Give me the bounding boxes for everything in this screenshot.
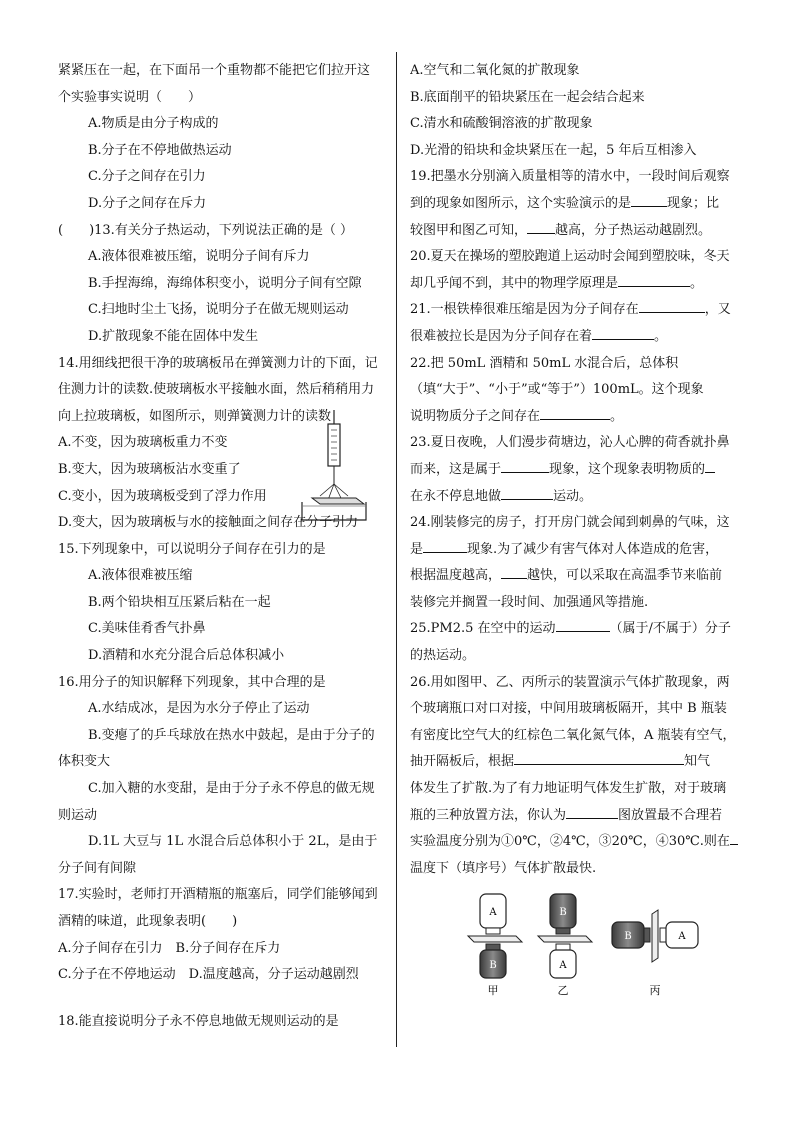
q14-stem-line1: 14.用细线把很干净的玻璃板吊在弹簧测力计的下面，记 bbox=[58, 355, 378, 371]
q15-option-c: C.美味佳肴香气扑鼻 bbox=[88, 621, 206, 637]
q15-option-a: A.液体很难被压缩 bbox=[88, 568, 193, 584]
q17-stem-line2: 酒精的味道，此现象表明( ) bbox=[58, 914, 238, 929]
q24-line3: 根据温度越高， 越快，可以采取在高温季节来临前 bbox=[410, 563, 740, 590]
spring-balance-figure bbox=[298, 410, 370, 522]
q17-stem-line1: 17.实验时，老师打开酒精瓶的瓶塞后，同学们能够闻到 bbox=[58, 887, 378, 903]
q21-blank-1[interactable] bbox=[639, 297, 705, 313]
caption-jia: 甲 bbox=[487, 984, 499, 997]
q26-line8: 温度下（填序号）气体扩散最快. bbox=[410, 860, 597, 876]
setup-yi bbox=[538, 894, 592, 997]
q19-line2: 到的现象如图所示，这个实验演示的是 现象；比 bbox=[410, 191, 740, 218]
q17-options-ab: A.分子间存在引力 B.分子间存在斥力 bbox=[58, 940, 281, 956]
q18-option-d: D.光滑的铅块和金块紧压在一起，5 年后互相渗入 bbox=[410, 142, 697, 158]
q15-stem: 15.下列现象中，可以说明分子间存在引力的是 bbox=[58, 541, 326, 557]
gas-diffusion-figure bbox=[462, 888, 712, 998]
q23-line1: 23.夏日夜晚，人们漫步荷塘边，沁人心脾的荷香就扑鼻 bbox=[410, 435, 730, 451]
q16-stem: 16.用分子的知识解释下列现象，其中合理的是 bbox=[58, 674, 326, 690]
q16-option-b-line2: 体积变大 bbox=[58, 754, 111, 770]
q23-line2: 而来，这是属于 现象，这个现象表明物质的 bbox=[410, 457, 740, 484]
q16-option-d-line1: D.1L 大豆与 1L 水混合后总体积小于 2L，是由于 bbox=[88, 834, 378, 850]
q14-stem-line2: 住测力计的读数.使玻璃板水平接触水面，然后稍稍用力 bbox=[58, 382, 375, 398]
q24-line2: 是 现象.为了减少有害气体对人体造成的危害， bbox=[410, 537, 740, 564]
q26-line1: 26.用如图甲、乙、丙所示的装置演示气体扩散现象，两 bbox=[410, 674, 730, 690]
q14-option-a: A.不变，因为玻璃板重力不变 bbox=[58, 435, 228, 451]
q18-option-a: A.空气和二氧化氮的扩散现象 bbox=[410, 63, 580, 78]
q13-option-b: B.手捏海绵，海绵体积变小，说明分子间有空隙 bbox=[88, 275, 362, 291]
q21-line2: 很难被拉长是因为分子间存在着 。 bbox=[410, 324, 740, 351]
q26-blank-1[interactable] bbox=[514, 749, 684, 765]
q17-options-cd: C.分子在不停地运动 D.温度越高，分子运动越剧烈 bbox=[58, 967, 359, 983]
q13-option-c: C.扫地时尘土飞扬，说明分子在做无规则运动 bbox=[88, 302, 349, 318]
q22-line2: （填“大于”、“小于”或“等于”）100mL。这个现象 bbox=[410, 382, 704, 398]
q16-option-b-line1: B.变瘪了的乒乓球放在热水中鼓起，是由于分子的 bbox=[88, 727, 375, 743]
q26-line7: 实验温度分别为①0℃，②4℃，③20℃，④30℃.则在 bbox=[410, 829, 740, 856]
q22-line1: 22.把 50mL 酒精和 50mL 水混合后，总体积 bbox=[410, 355, 679, 371]
q26-line5: 体发生了扩散.为了有力地证明气体发生扩散，对于玻璃 bbox=[410, 781, 727, 797]
q16-option-c-line1: C.加入糖的水变甜，是由于分子永不停息的做无规 bbox=[88, 781, 375, 797]
q14-option-d: D.变大，因为玻璃板与水的接触面之间存在分子引力 bbox=[58, 515, 359, 531]
q25-line2: 的热运动。 bbox=[410, 648, 476, 664]
right-column bbox=[410, 58, 740, 882]
q13-option-d: D.扩散现象不能在固体中发生 bbox=[88, 328, 259, 344]
setup-jia bbox=[468, 894, 522, 997]
q16-option-c-line2: 则运动 bbox=[58, 807, 98, 823]
q22-blank[interactable] bbox=[540, 404, 610, 420]
caption-yi: 乙 bbox=[557, 984, 569, 997]
bing-label-b: B bbox=[624, 931, 632, 942]
q16-option-d-line2: 分子间有间隙 bbox=[58, 860, 137, 876]
q24-line4: 装修完并搁置一段时间、加强通风等措施. bbox=[410, 594, 649, 610]
q20-line1: 20.夏天在操场的塑胶跑道上运动时会闻到塑胶味，冬天 bbox=[410, 249, 730, 265]
q15-option-d: D.酒精和水充分混合后总体积减小 bbox=[88, 648, 285, 664]
jia-label-b: B bbox=[489, 960, 497, 971]
q12-option-b: B.分子在不停地做热运动 bbox=[88, 142, 232, 158]
q19-line1: 19.把墨水分别滴入质量相等的清水中，一段时间后观察 bbox=[410, 169, 730, 185]
q16-option-a: A.水结成冰，是因为水分子停止了运动 bbox=[88, 701, 310, 717]
q21-blank-2[interactable] bbox=[592, 324, 654, 340]
q12-option-c: C.分子之间存在引力 bbox=[88, 169, 206, 185]
q19-line3: 较图甲和图乙可知， 越高，分子热运动越剧烈。 bbox=[410, 218, 740, 245]
q24-blank-2[interactable] bbox=[501, 563, 527, 579]
q26-line4: 抽开隔板后，根据 知气 bbox=[410, 749, 740, 776]
q19-blank-2[interactable] bbox=[527, 218, 555, 234]
yi-label-a: A bbox=[559, 960, 567, 971]
q22-line3: 说明物质分子之间存在 。 bbox=[410, 404, 740, 431]
q21-line1: 21.一根铁棒很难压缩是因为分子间存在 ，又 bbox=[410, 297, 740, 324]
column-divider bbox=[396, 52, 397, 1047]
q24-blank-1[interactable] bbox=[423, 537, 467, 553]
q12-stem-line2: 个实验事实说明（ ） bbox=[58, 89, 202, 105]
q26-blank-2[interactable] bbox=[566, 803, 618, 819]
q23-blank-3[interactable] bbox=[501, 484, 553, 500]
q13-stem: ( )13.有关分子热运动，下列说法正确的是（ ） bbox=[58, 222, 353, 238]
q26-line3: 有密度比空气大的红棕色二氧化氮气体，A 瓶装有空气， bbox=[410, 727, 736, 743]
q14-stem-line3: 向上拉玻璃板，如图所示，则弹簧测力计的读数 bbox=[58, 408, 332, 424]
caption-bing: 丙 bbox=[649, 984, 661, 997]
q12-option-a: A.物质是由分子构成的 bbox=[88, 116, 219, 132]
q23-line3: 在永不停息地做 运动。 bbox=[410, 484, 740, 511]
jia-label-a: A bbox=[489, 907, 497, 918]
setup-bing bbox=[612, 910, 698, 997]
q26-line6: 瓶的三种放置方法，你认为 图放置最不合理若 bbox=[410, 803, 740, 830]
q25-line1: 25.PM2.5 在空中的运动 （属于/不属于）分子 bbox=[410, 616, 740, 643]
q20-blank[interactable] bbox=[618, 271, 690, 287]
q26-blank-3[interactable] bbox=[730, 829, 738, 845]
q12-option-d: D.分子之间存在斥力 bbox=[88, 195, 207, 211]
q14-option-c: C.变小，因为玻璃板受到了浮力作用 bbox=[58, 488, 267, 504]
q12-stem-line1: 紧紧压在一起，在下面吊一个重物都不能把它们拉开这 bbox=[58, 63, 371, 78]
q13-option-a: A.液体很难被压缩，说明分子间有斥力 bbox=[88, 249, 310, 265]
q18-stem: 18.能直接说明分子永不停息地做无规则运动的是 bbox=[58, 1013, 339, 1029]
yi-label-b: B bbox=[559, 907, 567, 918]
q18-option-c: C.清水和硫酸铜溶液的扩散现象 bbox=[410, 116, 593, 132]
q20-line2: 却几乎闻不到，其中的物理学原理是 。 bbox=[410, 271, 740, 298]
q26-line2: 个玻璃瓶口对口对接，中间用玻璃板隔开，其中 B 瓶装 bbox=[410, 701, 727, 717]
q14-option-b: B.变大，因为玻璃板沾水变重了 bbox=[58, 461, 241, 477]
q23-blank-1[interactable] bbox=[501, 457, 549, 473]
q19-blank-1[interactable] bbox=[631, 191, 667, 207]
q15-option-b: B.两个铅块相互压紧后粘在一起 bbox=[88, 594, 271, 610]
q18-option-b: B.底面削平的铅块紧压在一起会结合起来 bbox=[410, 89, 645, 105]
bing-label-a: A bbox=[678, 931, 686, 942]
left-column bbox=[58, 58, 384, 1035]
q24-line1: 24.刚装修完的房子，打开房门就会闻到刺鼻的气味，这 bbox=[410, 515, 730, 531]
q25-blank[interactable] bbox=[556, 616, 610, 632]
q23-blank-2[interactable] bbox=[705, 457, 715, 473]
